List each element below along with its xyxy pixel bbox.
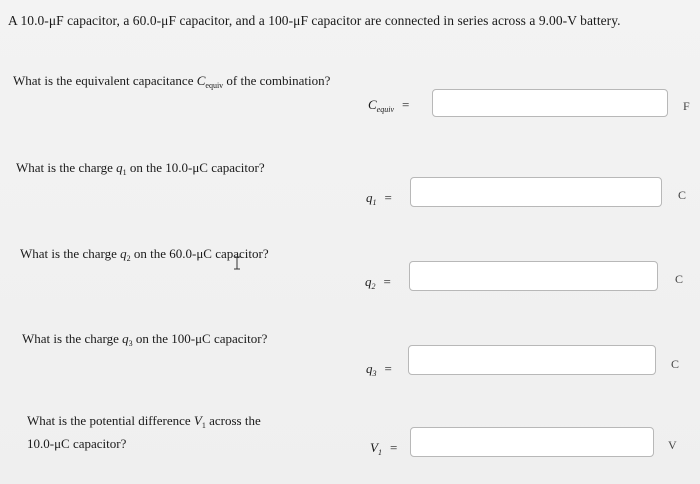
question-potential-v1: What is the potential difference $V_1$ across the 10.0-μC capacitor? (27, 413, 261, 451)
q2-answer-input[interactable] (409, 261, 658, 291)
text-cursor-icon (233, 256, 241, 270)
problem-statement: A 10.0-μF capacitor, a 60.0-μF capacitor, and a 100-μF capacitor are connected in series across a 9.00-V battery. (8, 13, 621, 28)
answer-label-q2: $q_2$ = (365, 274, 391, 291)
question-variable: $q_1$ (116, 160, 127, 177)
answer-label-cequiv: $C_{equiv}$ = (368, 97, 410, 114)
question-variable: $V_1$ (193, 413, 206, 430)
q1-answer-input[interactable] (410, 177, 662, 207)
unit-label: C (671, 357, 680, 371)
question-charge-q3: What is the charge $q_3$ on the 100-μC capacitor? (22, 331, 268, 348)
question-text-line2: 10.0-μC capacitor? (27, 436, 127, 451)
unit-label: C (675, 272, 684, 286)
unit-label: F (683, 99, 690, 113)
question-charge-q1: What is the charge $q_1$ on the 10.0-μC capacitor? (16, 160, 265, 177)
question-variable: $C_{equiv}$ (196, 73, 224, 90)
cequiv-answer-input[interactable] (432, 89, 668, 117)
question-equiv-capacitance (13, 72, 330, 95)
answer-label-v1: $V_1$ = (370, 440, 398, 457)
answer-label-q3: $q_3$ = (366, 361, 392, 378)
q3-answer-input[interactable] (408, 345, 656, 375)
unit-label: C (678, 188, 687, 202)
question-variable: $q_2$ (120, 246, 131, 263)
question-text: What is the equivalent capacitance (13, 73, 197, 88)
unit-label: V (668, 438, 677, 452)
question-variable: $q_3$ (122, 331, 133, 348)
question-text-suffix: of the combination? (223, 73, 331, 88)
question-charge-q2: What is the charge $q_2$ on the 60.0-μC capacitor? (20, 246, 269, 263)
v1-answer-input[interactable] (410, 427, 654, 457)
answer-label-q1: $q_1$ = (366, 190, 392, 207)
